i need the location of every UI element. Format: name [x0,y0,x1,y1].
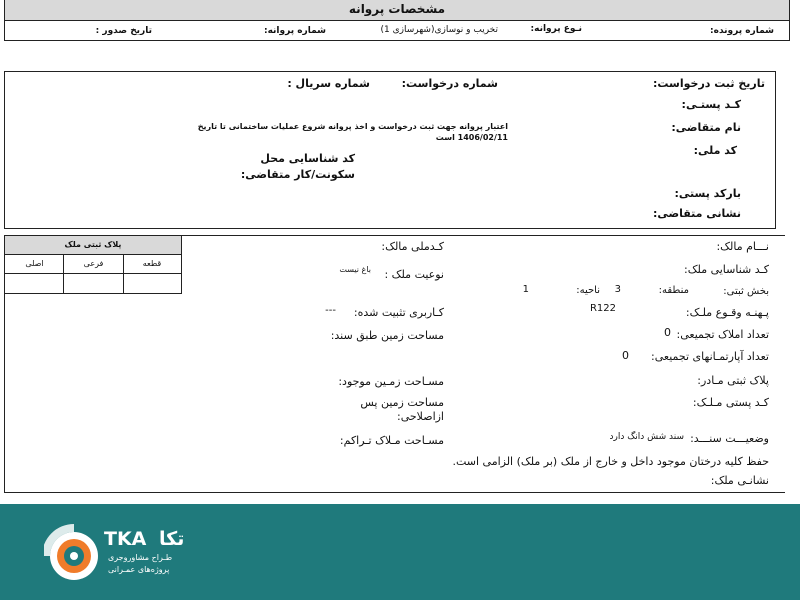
brand-name [104,528,184,550]
plate-divider [63,254,64,293]
mother-plate-label: پلاک ثبتی مـادر: [697,374,769,387]
applicant-name-label: نام متقاضی: [671,121,741,134]
plate-divider [123,254,124,293]
zone-label: منطقه: [658,285,689,296]
accumulated-area-label: مسـاحت مـلاک تـراکم: [339,434,444,447]
location-id-label: کد شناسایی محل [260,152,355,165]
request-no-label: شماره درخواست: [401,77,498,90]
plate-col-main: اصلی [5,254,64,274]
footer-banner [0,504,800,600]
owner-national-id-label: کـدملی مالک: [381,240,444,253]
validity-text-line1: اعتبار پروانه جهت ثبت درخواست و اخذ پروانه شروع عملیات ساختمانی تا تاریخ [197,122,508,131]
national-id-label: کد ملی: [693,144,737,157]
zone-value: 3 [614,284,621,295]
plate-table-title: پلاک ثبتی ملک [5,236,181,255]
property-address-label: نشانـی ملک: [710,474,769,487]
reg-date-label: تاریخ ثبت درخواست: [652,77,765,90]
deed-status-value: سند شش دانگ دارد [609,432,684,442]
request-info-box [4,71,776,229]
registry-section-label: بخش ثبتی: [723,286,769,297]
file-no-label: شماره پرونده: [710,26,774,36]
registered-use-value: --- [325,305,336,316]
postal-barcode-label: بارکد پستی: [674,187,741,200]
district-label: ناحیه: [576,285,600,296]
property-id-label: کـد شناسایی ملک: [684,263,769,276]
registered-use-label: کـاربری تثبیت شده: [353,306,444,319]
area-after-fix-line1: مساحت زمین پس [360,396,444,409]
property-postal-label: کـد پستی مـلـک: [692,396,769,409]
serial-no-label: شماره سریال : [287,77,370,90]
plate-col-sub: فرعی [64,254,123,274]
property-area-value: R122 [589,303,616,314]
property-status-value: باغ نیست [339,265,371,274]
plate-col-segment: قطعه [123,254,181,274]
existing-area-label: مسـاحت زمـین موجود: [338,375,444,388]
area-after-fix-line2: ازاصلاحی: [396,410,444,423]
tree-preservation-note: حفظ کلیه درختان موجود داخل و خارج از ملک (بر ملک) الزامی است. [452,455,769,468]
brand-latin: TKA [104,528,147,550]
license-type-label: نـوع پروانه: [530,24,582,34]
license-type-value: تخریب و نوسازی(شهرسازی 1) [380,25,498,35]
property-status-label: نوعیت ملک : [384,268,444,281]
property-area-label: پـهنـه وقـوع ملـک: [685,306,769,319]
collective-props-value: 0 [664,326,671,339]
collective-props-label: تعداد املاک تجمیعی: [676,328,769,341]
residence-label: سکونت/کار متقاضی: [240,168,355,181]
brand-subtitle-1: طـراح مشاوروجری [108,553,173,562]
postal-code-label: کـد پستـی: [681,98,741,111]
issue-date-label: تاریخ صدور : [95,26,152,36]
header-title: مشخصات پروانه [348,2,446,16]
deed-area-label: مساحت زمین طبق سند: [330,329,444,342]
district-value: 1 [522,284,529,295]
deed-status-label: وضعیـــت سنـــد: [690,432,769,445]
collective-apts-label: تعداد آپارتمـانهای تجمیعی: [651,350,769,363]
brand-persian: تکا [159,528,185,550]
tka-logo-icon [44,516,102,586]
registry-plate-table [4,235,182,294]
brand-subtitle-2: پروژه‌های عمـرانی [108,565,170,574]
owner-name-label: نـــام مالک: [716,240,769,253]
applicant-address-label: نشانی متقاضی: [652,207,741,220]
validity-text-line2: 1406/02/11 است [435,133,508,142]
collective-apts-value: 0 [622,349,629,362]
license-no-label: شماره پروانه: [264,26,326,36]
